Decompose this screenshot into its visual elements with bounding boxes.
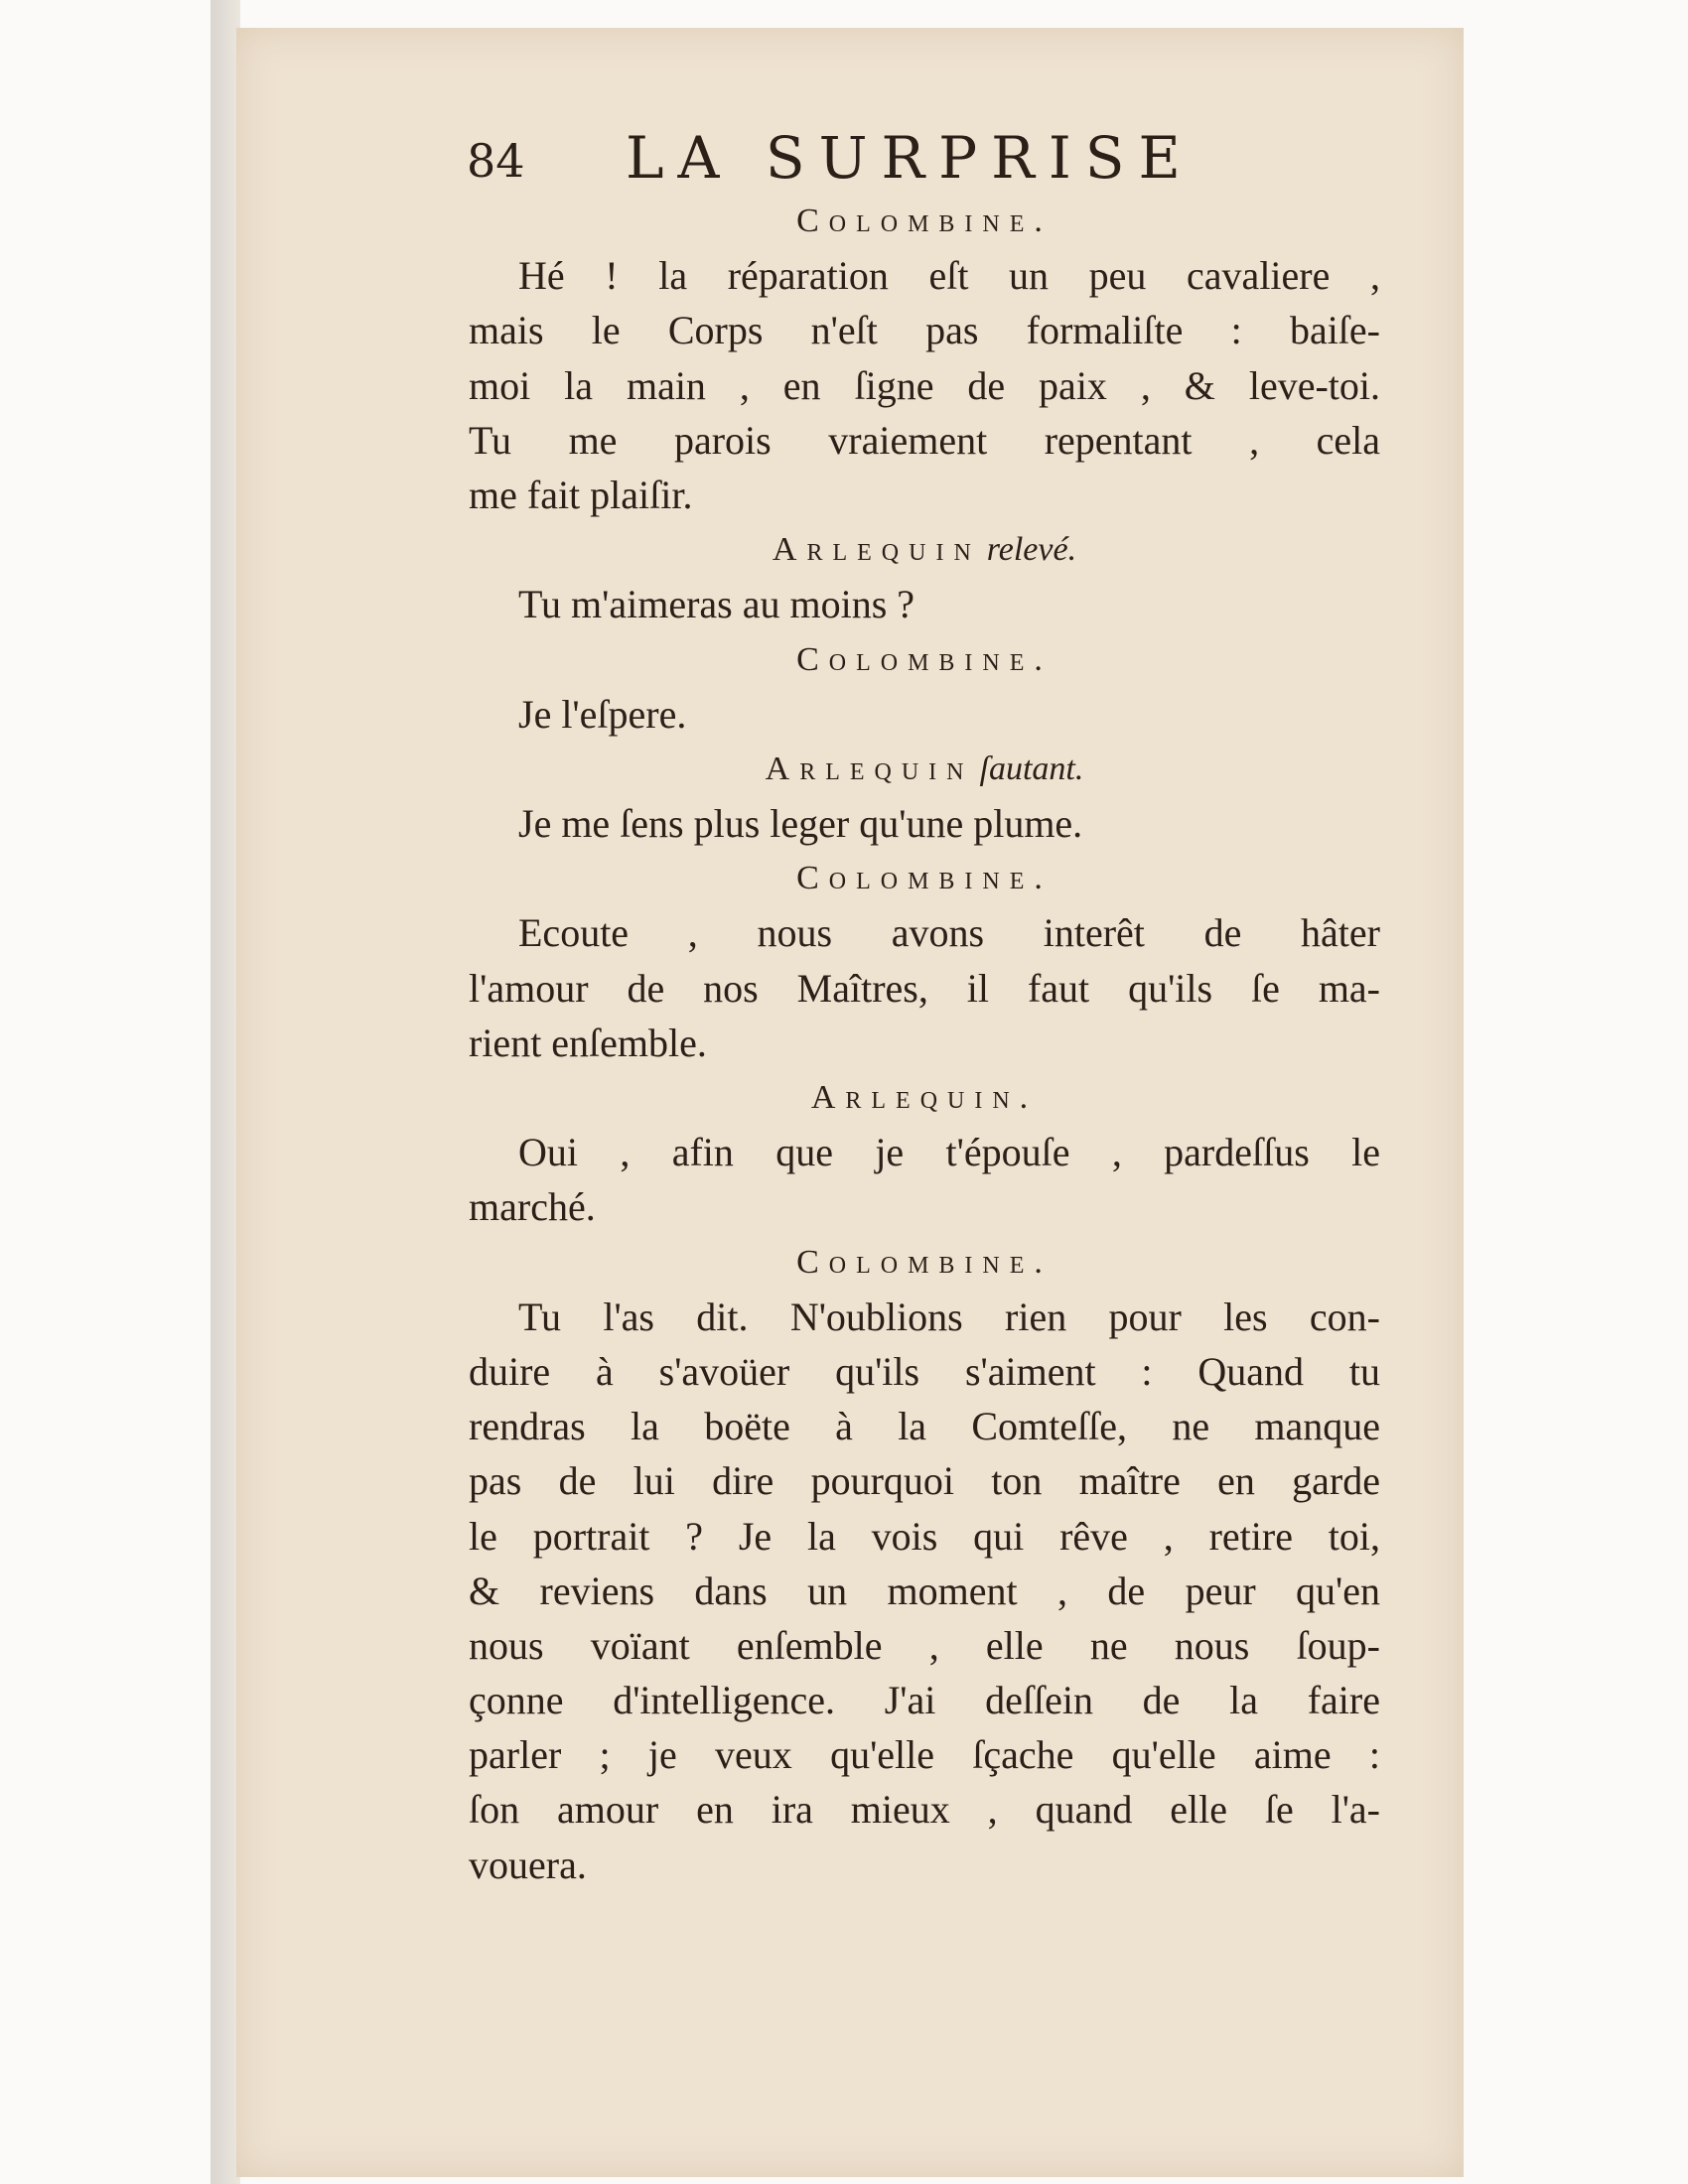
text-line: Oui , afin que je t'épouſe , pardeſſus le [518, 1130, 1380, 1175]
speaker-name: Arlequin [765, 750, 974, 787]
text-line: parler ; je veux qu'elle ſçache qu'elle aime : [469, 1732, 1380, 1778]
running-header [467, 124, 1221, 194]
text-line: & reviens dans un moment , de peur qu'en [469, 1568, 1380, 1613]
speaker-name: Arlequin. [810, 1079, 1039, 1116]
speaker-heading [469, 194, 1380, 248]
text-line: rendras la boëte à la Comteſſe, ne manque [469, 1404, 1380, 1449]
speaker-heading [469, 632, 1380, 687]
text-line: duire à s'avoüer qu'ils s'aiment : Quand tu [469, 1348, 1380, 1394]
speaker-heading [469, 1235, 1380, 1290]
text-column [469, 194, 1380, 1892]
speaker-name: Colombine. [796, 860, 1053, 897]
text-line: Tu m'aimeras au moins ? [518, 582, 915, 627]
text-line: pas de lui dire pourquoi ton maître en garde [469, 1458, 1380, 1504]
speaker-heading [469, 1070, 1380, 1125]
stage-direction: relevé. [986, 531, 1077, 569]
text-line: Tu me parois vraiement repentant , cela [469, 417, 1380, 463]
text-line: marché. [469, 1184, 596, 1230]
text-line: Ecoute , nous avons interêt de hâter [518, 910, 1380, 956]
text-line: çonne d'intelligence. J'ai deſſein de la faire [469, 1678, 1380, 1723]
text-line: le portrait ? Je la vois qui rêve , retire toi, [469, 1513, 1380, 1559]
text-line: me fait plaiſir. [469, 472, 693, 517]
speaker-name: Arlequin [772, 531, 981, 569]
text-line: Hé ! la réparation eſt un peu cavaliere , [518, 253, 1380, 299]
text-line: moi la main , en ſigne de paix , & leve-toi. [469, 362, 1380, 408]
text-line: Je me ſens plus leger qu'une plume. [518, 801, 1083, 847]
text-line: Tu l'as dit. N'oublions rien pour les con- [518, 1294, 1380, 1339]
text-line: vouera. [469, 1842, 587, 1887]
text-line: nous voïant enſemble , elle ne nous ſoup- [469, 1622, 1380, 1668]
speaker-heading [469, 851, 1380, 905]
speaker-heading [469, 522, 1380, 577]
running-title: LA SURPRISE [626, 124, 1195, 192]
speaker-name: Colombine. [796, 640, 1053, 678]
speaker-heading [469, 742, 1380, 796]
text-line: ſon amour en ira mieux , quand elle ſe l'a- [469, 1787, 1380, 1833]
page-number: 84 [467, 134, 525, 188]
speaker-name: Colombine. [796, 203, 1053, 239]
stage-direction: ſautant. [979, 750, 1084, 787]
text-line: l'amour de nos Maîtres, il faut qu'ils ſe ma- [469, 965, 1380, 1011]
text-line: mais le Corps n'eſt pas formaliſte : baiſe- [469, 308, 1380, 353]
speaker-name: Colombine. [796, 1243, 1053, 1281]
text-line: rient enſemble. [469, 1020, 707, 1065]
text-line: Je l'eſpere. [518, 691, 687, 737]
